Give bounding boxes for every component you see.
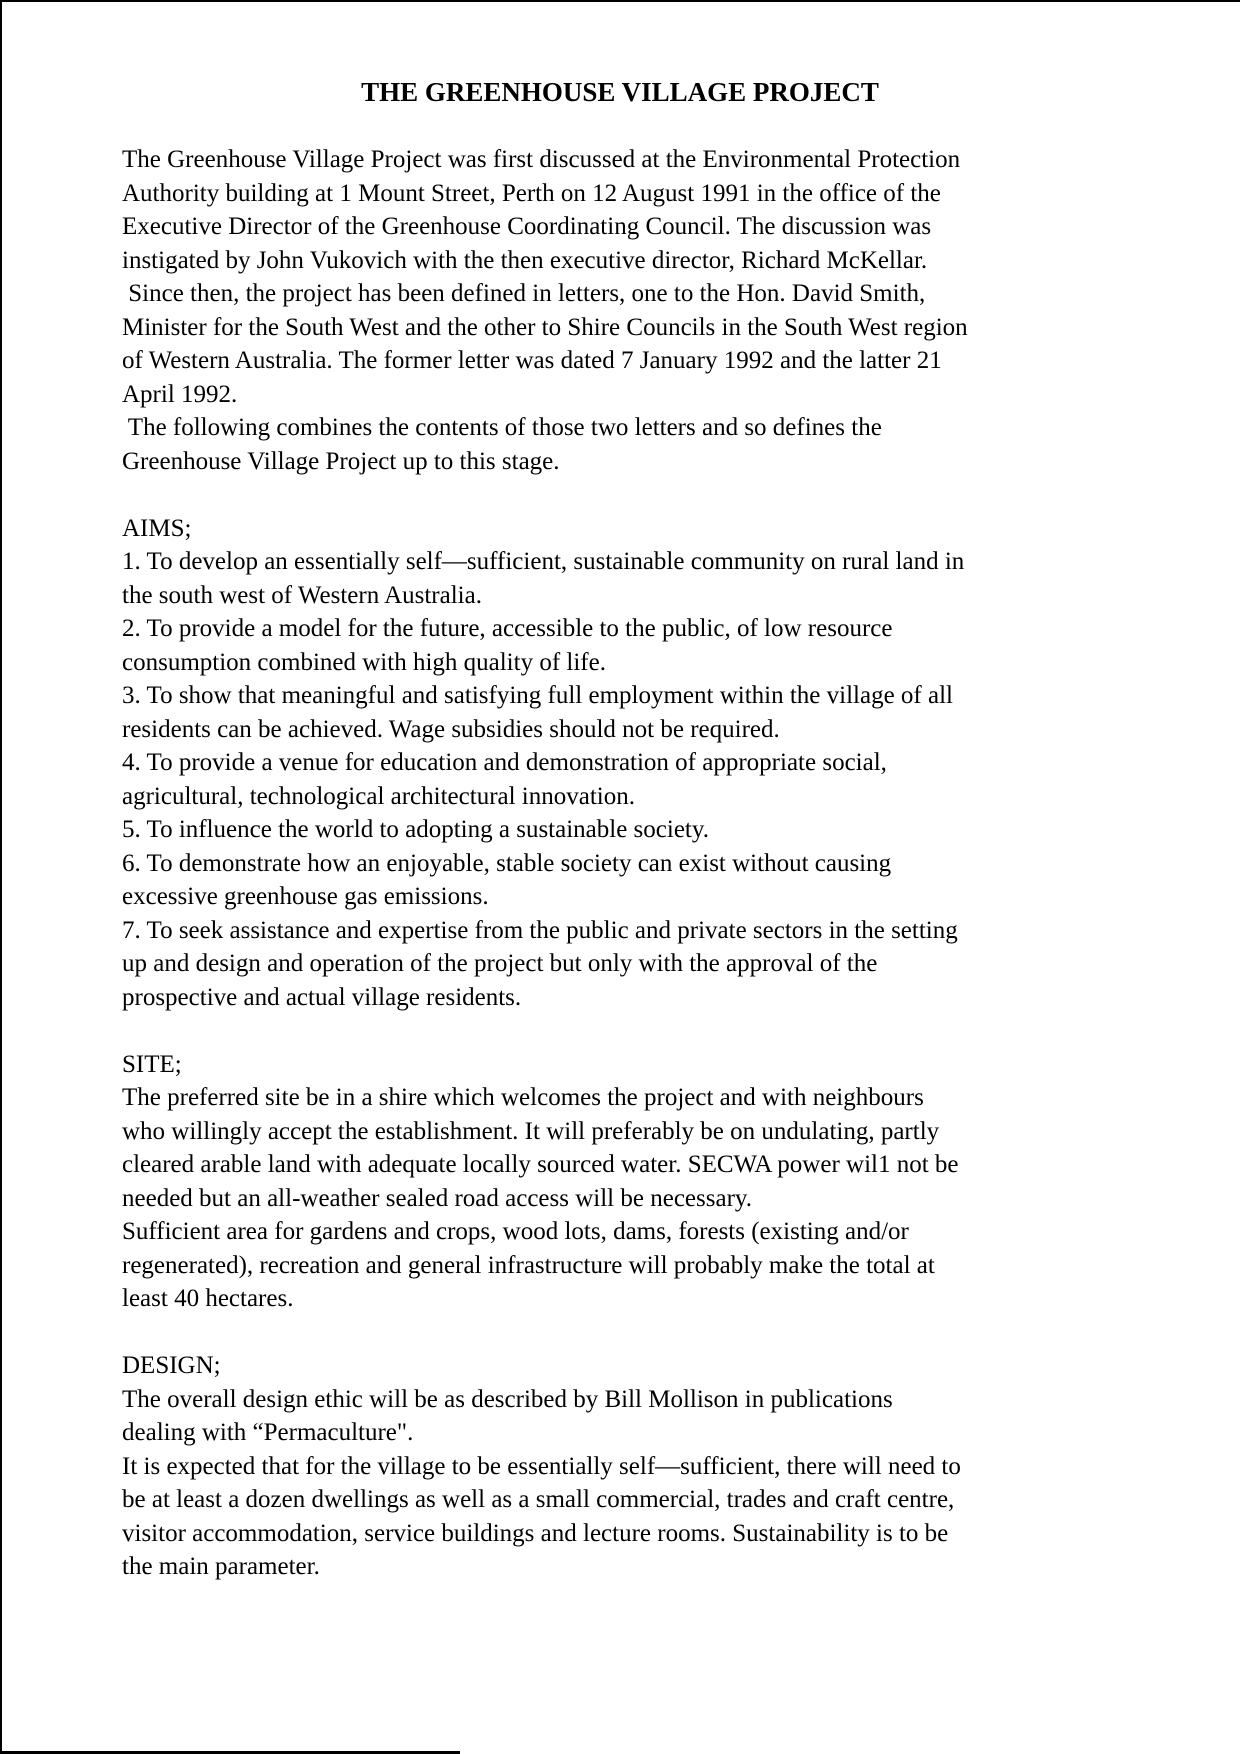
design-paragraph-line: dealing with “Permaculture". (122, 1419, 414, 1446)
intro-paragraph-line: Minister for the South West and the other to Shire Councils in the South West region (122, 313, 968, 341)
aims-list-item-7-line: up and design and operation of the project but only with the approval of the (122, 950, 878, 977)
site-paragraph-line: The preferred site be in a shire which welcomes the project and with neighbours (122, 1084, 924, 1111)
aims-list-item-6-line: 6. To demonstrate how an enjoyable, stable society can exist without causing (122, 849, 892, 877)
aims-list-item-3-line: residents can be achieved. Wage subsidies should not be required. (122, 715, 780, 743)
aims-list-item-6-line: excessive greenhouse gas emissions. (122, 883, 489, 910)
design-paragraph-line: The overall design ethic will be as described by Bill Mollison in publications (122, 1385, 893, 1413)
site-paragraph-line: Sufficient area for gardens and crops, wood lots, dams, forests (existing and/or (122, 1218, 909, 1245)
blank-line (122, 1014, 1122, 1048)
aims-list-item-4-line: 4. To provide a venue for education and demonstration of appropriate social, (122, 749, 887, 776)
site-paragraph-line: least 40 hectares. (122, 1285, 294, 1312)
intro-paragraph-line: instigated by John Vukovich with the then executive director, Richard McKellar. (122, 246, 928, 274)
intro-paragraph-line: Since then, the project has been defined in letters, one to the Hon. David Smith, (122, 280, 926, 307)
document-body (122, 143, 1122, 1584)
blank-line (122, 478, 1122, 512)
design-paragraph-line: It is expected that for the village to be essentially self—sufficient, there will need to (122, 1452, 961, 1480)
aims-list-item-1-line: the south west of Western Australia. (122, 581, 482, 609)
page-title: THE GREENHOUSE VILLAGE PROJECT (361, 77, 879, 107)
aims-list-item-3-line: 3. To show that meaningful and satisfying full employment within the village of all (122, 682, 953, 709)
site-paragraph-line: regenerated), recreation and general infrastructure will probably make the total at (122, 1251, 935, 1279)
intro-paragraph-line: Authority building at 1 Mount Street, Perth on 12 August 1991 in the office of the (122, 179, 941, 207)
design-paragraph-line: be at least a dozen dwellings as well as a small commercial, trades and craft centre, (122, 1486, 955, 1513)
aims-list-item-7-line: prospective and actual village residents. (122, 983, 522, 1011)
aims-list-item-7-line: 7. To seek assistance and expertise from the public and private sectors in the setting (122, 916, 958, 944)
scan-edge-left (0, 0, 2, 1754)
intro-paragraph-line: Executive Director of the Greenhouse Coordinating Council. The discussion was (122, 213, 932, 240)
aims-list-item-5-line: 5. To influence the world to adopting a sustainable society. (122, 816, 709, 843)
site-heading: SITE; (122, 1050, 182, 1078)
site-paragraph-line: cleared arable land with adequate locally sourced water. SECWA power wil1 not be (122, 1151, 959, 1178)
aims-list-item-4-line: agricultural, technological architectural innovation. (122, 782, 635, 810)
intro-paragraph-line: The following combines the contents of those two letters and so defines the (122, 414, 882, 441)
design-heading: DESIGN; (122, 1352, 221, 1379)
aims-list-item-2-line: 2. To provide a model for the future, accessible to the public, of low resource (122, 615, 893, 642)
site-paragraph-line: needed but an all-weather sealed road access will be necessary. (122, 1184, 753, 1212)
aims-heading: AIMS; (122, 514, 192, 542)
intro-paragraph-line: Greenhouse Village Project up to this stage. (122, 447, 560, 475)
intro-paragraph-line: The Greenhouse Village Project was first discussed at the Environmental Protection (122, 146, 961, 173)
blank-line (122, 1316, 1122, 1350)
design-paragraph-line: visitor accommodation, service buildings and lecture rooms. Sustainability is to be (122, 1519, 949, 1547)
scan-edge-top (0, 0, 1240, 2)
site-paragraph-line: who willingly accept the establishment. It will preferably be on undulating, partly (122, 1117, 940, 1145)
design-paragraph-line: the main parameter. (122, 1553, 320, 1580)
aims-list-item-2-line: consumption combined with high quality of life. (122, 648, 606, 676)
intro-paragraph-line: of Western Australia. The former letter was dated 7 January 1992 and the latter 21 (122, 347, 942, 374)
intro-paragraph-line: April 1992. (122, 380, 238, 408)
aims-list-item-1-line: 1. To develop an essentially self—sufficient, sustainable community on rural land in (122, 548, 965, 575)
